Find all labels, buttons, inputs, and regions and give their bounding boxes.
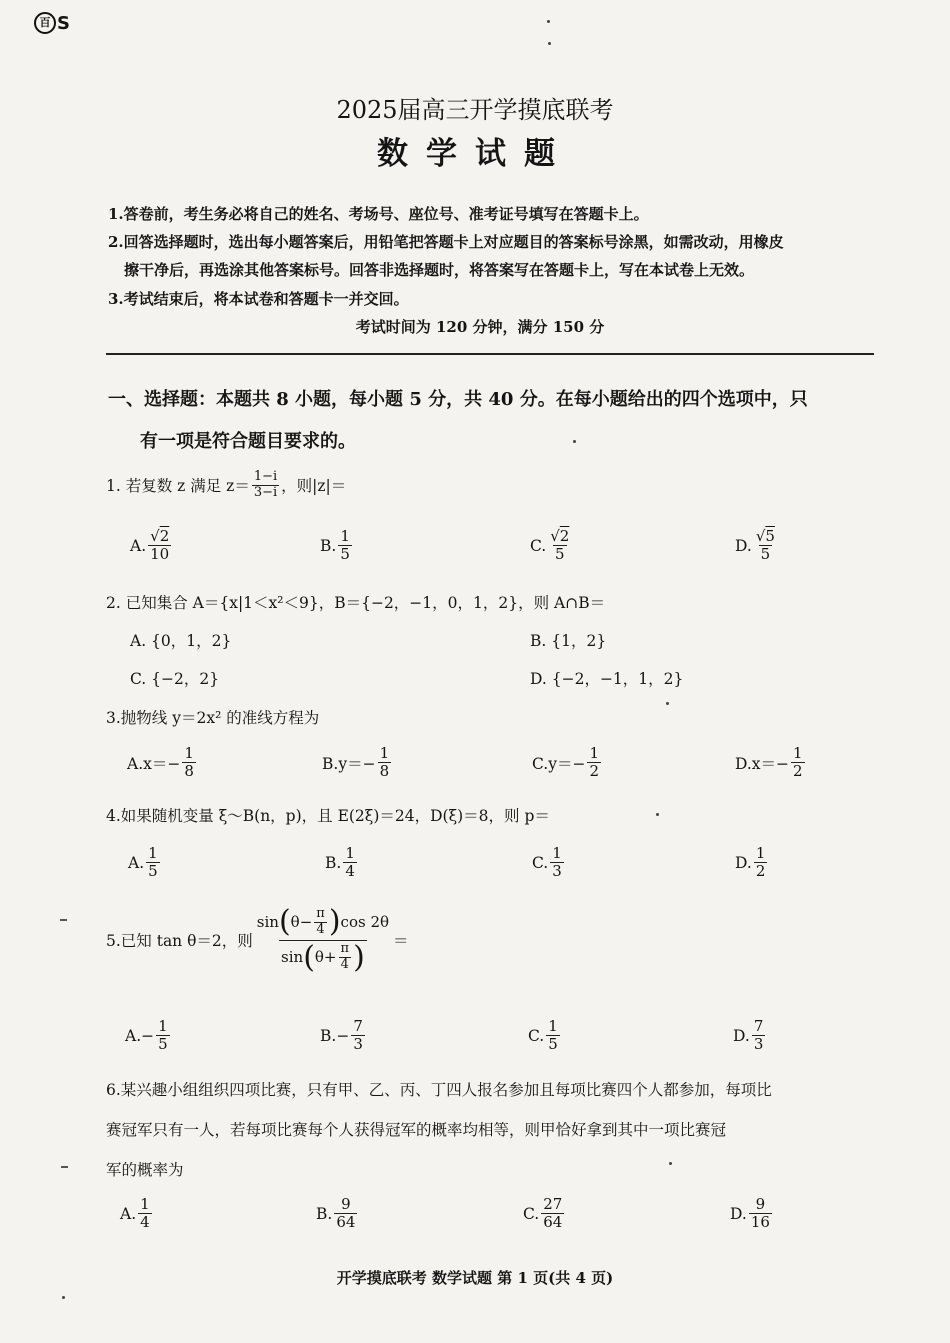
option-numerator: 7 — [753, 1017, 764, 1035]
option-label: A. — [130, 536, 147, 555]
q4-option-c — [532, 845, 566, 881]
option-denominator: 64 — [543, 1213, 563, 1232]
option-fraction — [548, 528, 571, 564]
q1-option-d — [735, 528, 779, 564]
q1-den: 3−i — [253, 484, 278, 500]
option-denominator: 10 — [150, 545, 170, 564]
option-fraction — [791, 745, 805, 781]
theta-minus: θ− — [290, 912, 313, 931]
option-numerator: 9 — [755, 1195, 766, 1213]
q1-option-c — [530, 528, 573, 564]
question-6: 6.某兴趣小组组织四项比赛，只有甲、乙、丙、丁四人报名参加且每项比赛四个人都参加，每项比 — [106, 1081, 772, 1099]
option-label: C. — [528, 1026, 545, 1045]
q3-option-c — [532, 745, 603, 781]
sqrt-radicand: 2 — [159, 527, 170, 545]
question-3: 3.抛物线 y＝2x² 的准线方程为 — [106, 709, 320, 727]
divider — [106, 353, 874, 355]
option-label: B. — [320, 536, 337, 555]
q3-option-b — [322, 745, 393, 781]
paren: ) — [353, 939, 365, 975]
option-denominator: 2 — [589, 762, 600, 781]
option-label: B. — [325, 853, 342, 872]
subject-title: 数学试题 — [377, 136, 573, 172]
q3-option-a — [127, 745, 198, 781]
option-label: A.− — [125, 1026, 155, 1045]
exam-title: 2025届高三开学摸底联考 — [336, 96, 614, 124]
option-denominator: 4 — [140, 1213, 150, 1232]
option-numerator: √2 — [550, 527, 570, 545]
scan-speck — [547, 20, 550, 23]
note-3: 3.考试结束后，将本试卷和答题卡一并交回。 — [108, 290, 409, 308]
question-5 — [106, 905, 409, 975]
option-denominator: 3 — [753, 1035, 764, 1054]
scan-speck — [61, 1166, 68, 1168]
exam-time: 考试时间为 120 分钟，满分 150 分 — [355, 318, 605, 336]
option-numerator: 9 — [341, 1195, 351, 1213]
pi-over-4 — [339, 942, 352, 973]
option-fraction — [343, 845, 357, 881]
option-numerator: 1 — [345, 844, 355, 862]
option-fraction — [148, 528, 171, 564]
sin: sin — [256, 912, 279, 931]
option-denominator: 5 — [158, 1035, 168, 1054]
logo-letter: S — [57, 12, 70, 34]
q5-option-d — [733, 1018, 767, 1054]
option-label: D. — [735, 853, 752, 872]
option-numerator: √2 — [150, 527, 170, 545]
question-4: 4.如果随机变量 ξ～B(n，p)，且 E(2ξ)＝24，D(ξ)＝8，则 p＝ — [106, 807, 550, 825]
cos-2theta: cos 2θ — [340, 912, 390, 931]
option-numerator: 1 — [793, 744, 803, 762]
option-denominator: 3 — [353, 1035, 363, 1054]
q1-suffix: ，则|z|＝ — [281, 477, 347, 496]
option-label: D. — [735, 536, 752, 555]
pi: π — [316, 905, 325, 921]
question-6-cont-2: 军的概率为 — [106, 1161, 184, 1179]
option-fraction — [156, 1018, 170, 1054]
paren: ) — [328, 904, 341, 939]
note-2-cont: 擦干净后，再选涂其他答案标号。回答非选择题时，将答案写在答题卡上，写在本试卷上无效。 — [124, 261, 755, 279]
sqrt-radicand: 5 — [765, 527, 775, 545]
option-denominator: 2 — [793, 762, 803, 781]
question-2: 2. 已知集合 A＝{x|1＜x²＜9}，B＝{−2，−1，0，1，2}，则 A∩B＝ — [106, 594, 606, 612]
option-label: B. — [316, 1204, 333, 1223]
option-numerator: 27 — [543, 1195, 563, 1213]
option-numerator: 1 — [755, 844, 766, 862]
option-denominator: 3 — [552, 862, 562, 881]
q6-option-a — [120, 1196, 154, 1232]
section-header-cont: 有一项是符合题目要求的。 — [140, 431, 356, 452]
q5-numerator — [255, 905, 391, 940]
four: 4 — [340, 957, 349, 973]
theta-plus: θ+ — [314, 948, 337, 967]
option-denominator: 8 — [379, 762, 390, 781]
option-numerator: 1 — [158, 1017, 168, 1035]
paren: ( — [303, 939, 315, 975]
option-label: A. — [120, 1204, 137, 1223]
option-fraction — [754, 845, 768, 881]
option-denominator: 4 — [345, 862, 355, 881]
option-numerator: 7 — [353, 1017, 363, 1035]
option-label: D. — [733, 1026, 750, 1045]
option-fraction — [146, 845, 160, 881]
option-numerator: 1 — [148, 844, 158, 862]
q2-option-a: A. {0，1，2} — [130, 632, 232, 650]
logo — [34, 12, 70, 34]
scan-speck — [573, 440, 576, 443]
option-denominator: 64 — [336, 1213, 356, 1232]
option-numerator: 1 — [184, 744, 194, 762]
option-denominator: 5 — [548, 1035, 558, 1054]
option-label: B.y＝− — [322, 754, 376, 773]
q1-prefix: 1. 若复数 z 满足 z＝ — [106, 477, 250, 496]
option-numerator: 1 — [379, 744, 390, 762]
option-numerator: 1 — [340, 527, 350, 545]
q5-option-c — [528, 1018, 562, 1054]
option-denominator: 5 — [340, 545, 350, 564]
scan-speck — [669, 1162, 672, 1165]
pi-over-4 — [314, 907, 327, 938]
q2-option-b: B. {1，2} — [530, 632, 607, 650]
q5-option-a — [125, 1018, 172, 1054]
option-fraction — [334, 1196, 357, 1232]
scan-speck — [62, 1296, 65, 1299]
sin: sin — [281, 948, 304, 967]
scan-speck — [666, 702, 669, 705]
q2-option-c: C. {−2，2} — [130, 670, 220, 688]
q6-option-d — [730, 1196, 774, 1232]
section-header: 一、选择题：本题共 8 小题，每小题 5 分，共 40 分。在每小题给出的四个选项中，只 — [108, 389, 808, 410]
option-fraction — [546, 1018, 560, 1054]
scan-speck — [656, 813, 659, 816]
option-fraction — [754, 528, 777, 564]
option-fraction — [752, 1018, 766, 1054]
option-label: D. — [730, 1204, 747, 1223]
option-fraction — [749, 1196, 772, 1232]
option-denominator: 5 — [148, 862, 158, 881]
q2-option-d: D. {−2，−1，1，2} — [530, 670, 684, 688]
q5-prefix: 5.已知 tan θ＝2，则 — [106, 932, 253, 950]
paren: ( — [278, 904, 291, 939]
q5-equals: ＝ — [393, 932, 409, 950]
option-label: C.y＝− — [532, 754, 586, 773]
logo-circle: 百 — [34, 12, 56, 34]
option-fraction — [541, 1196, 564, 1232]
q6-option-c — [523, 1196, 566, 1232]
option-fraction — [587, 745, 601, 781]
option-fraction — [138, 1196, 152, 1232]
option-label: A. — [128, 853, 145, 872]
scan-speck — [60, 919, 67, 921]
option-label: C. — [532, 853, 549, 872]
option-denominator: 16 — [750, 1213, 770, 1232]
option-label: D.x＝− — [735, 754, 790, 773]
q1-option-a — [130, 528, 173, 564]
option-label: B.− — [320, 1026, 350, 1045]
q1-option-b — [320, 528, 354, 564]
q4-option-d — [735, 845, 769, 881]
option-label: C. — [523, 1204, 540, 1223]
pi: π — [340, 941, 350, 957]
option-numerator: 1 — [140, 1195, 150, 1213]
sqrt-radicand: 2 — [559, 527, 570, 545]
q5-big-fraction — [255, 905, 391, 975]
option-fraction — [378, 745, 392, 781]
scan-speck — [548, 42, 551, 45]
option-denominator: 2 — [755, 862, 766, 881]
option-numerator: 1 — [589, 744, 600, 762]
note-1: 1.答卷前，考生务必将自己的姓名、考场号、座位号、准考证号填写在答题卡上。 — [108, 205, 649, 223]
option-fraction — [182, 745, 196, 781]
option-numerator: 1 — [548, 1017, 558, 1035]
page-footer: 开学摸底联考 数学试题 第 1 页(共 4 页) — [336, 1269, 614, 1287]
question-1 — [106, 470, 346, 501]
q4-option-a — [128, 845, 162, 881]
option-label: A.x＝− — [127, 754, 181, 773]
four: 4 — [316, 921, 325, 937]
option-fraction — [550, 845, 564, 881]
option-denominator: 5 — [555, 545, 565, 564]
q4-option-b — [325, 845, 359, 881]
q6-option-b — [316, 1196, 359, 1232]
option-fraction — [351, 1018, 365, 1054]
question-6-cont-1: 赛冠军只有一人，若每项比赛每个人获得冠军的概率均相等，则甲恰好拿到其中一项比赛冠 — [106, 1121, 727, 1139]
option-numerator: √5 — [755, 527, 775, 545]
option-denominator: 5 — [760, 545, 771, 564]
q1-num: 1−i — [253, 469, 278, 484]
option-fraction — [338, 528, 352, 564]
q1-fraction — [252, 470, 279, 501]
q3-option-d — [735, 745, 807, 781]
option-numerator: 1 — [552, 844, 562, 862]
note-2: 2.回答选择题时，选出每小题答案后，用铅笔把答题卡上对应题目的答案标号涂黑，如需改动，用橡皮 — [108, 233, 784, 251]
q5-denominator — [279, 940, 367, 976]
option-denominator: 8 — [184, 762, 194, 781]
option-label: C. — [530, 536, 547, 555]
q5-option-b — [320, 1018, 367, 1054]
